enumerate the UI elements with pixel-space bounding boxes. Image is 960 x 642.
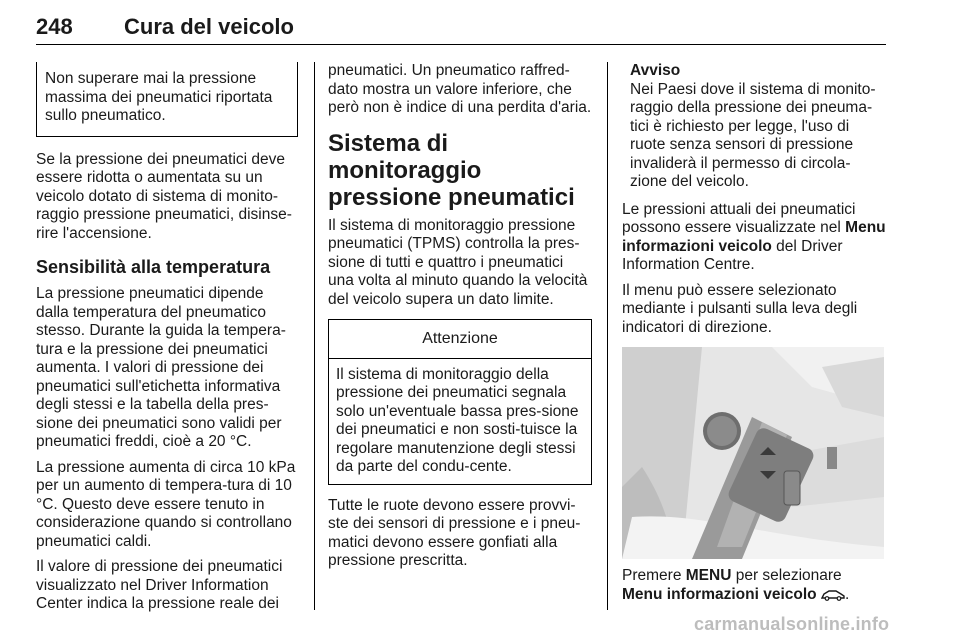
chapter-title: Cura del veicolo bbox=[124, 14, 294, 39]
menu-name: Menu informazioni veicolo bbox=[622, 219, 886, 255]
column-3 bbox=[622, 62, 886, 613]
menu-button-name: MENU bbox=[685, 567, 732, 584]
page-header bbox=[36, 14, 886, 48]
column-1 bbox=[36, 62, 298, 621]
notice-box bbox=[36, 62, 298, 137]
paragraph: Le pressioni attuali dei pneumatici possono essere visualizzate nel Menu informazioni veicolo del Driver Information Centre. bbox=[622, 200, 886, 273]
menu-name: Menu informazioni veicolo bbox=[622, 585, 817, 603]
paragraph: La pressione pneumatici dipende dalla temperatura del pneumatico stesso. Durante la guida la tempera-tura e la pressione dei pneumatici aumenta. I valori di pressione dei pneumatici sull'etichetta informativa degli stessi e la tabella della pres-sione dei pneumatici sono validi per pneumatici freddi, cioè a 20 °C. bbox=[36, 285, 286, 450]
paragraph: Il valore di pressione dei pneumatici visualizzato nel Driver Information Center indica la pressione reale dei bbox=[36, 558, 283, 612]
section-heading: Sensibilità alla temperatura bbox=[36, 257, 271, 277]
page-number: 248 bbox=[36, 14, 73, 39]
paragraph: Se la pressione dei pneumatici deve essere ridotta o aumentata su un veicolo dotato di sistema di monito-raggio pressione pneumatici, disinse-rire l'accensione. bbox=[36, 150, 292, 242]
paragraph: Premere MENU per selezionare Menu informazioni veicolo . bbox=[622, 567, 886, 606]
paragraph: Il menu può essere selezionato mediante i pulsanti sulla leva degli indicatori di direzione. bbox=[622, 281, 858, 336]
note-title: Avviso bbox=[630, 62, 681, 79]
car-icon bbox=[821, 588, 845, 607]
watermark: carmanualsonline.info bbox=[694, 614, 890, 634]
note-text: Nei Paesi dove il sistema di monito-raggio della pressione dei pneuma-tici è richiesto per legge, l'uso di ruote senza sensori di pressione invaliderà il permesso di circola-zione del veicolo. bbox=[630, 80, 876, 190]
column-divider bbox=[607, 62, 608, 610]
note-block bbox=[622, 62, 886, 192]
column-2 bbox=[328, 62, 592, 578]
turn-signal-lever-illustration bbox=[622, 347, 884, 559]
caution-text: Il sistema di monitoraggio della pressione dei pneumatici segnala solo un'eventuale bassa pres-sione dei pneumatici e non sosti-tuisce la regolare manutenzione degli stessi da parte del condu-cente. bbox=[336, 365, 579, 475]
chapter-heading: Sistema di monitoraggio pressione pneumatici bbox=[328, 129, 575, 211]
paragraph: Tutte le ruote devono essere provvi-ste dei sensori di pressione e i pneu-matici devono essere gonfiati alla pressione prescritta. bbox=[328, 496, 581, 569]
notice-text: Non superare mai la pressione massima dei pneumatici riportata sullo pneumatico. bbox=[45, 70, 273, 124]
paragraph: Il sistema di monitoraggio pressione pneumatici (TPMS) controlla la pres-sione di tutti e quattro i pneumatici una volta al minuto quando la velocità del veicolo supera un dato limite. bbox=[328, 216, 588, 308]
caution-title: Attenzione bbox=[329, 320, 591, 359]
column-divider bbox=[314, 62, 315, 610]
paragraph: pneumatici. Un pneumatico raffred-dato mostra un valore inferiore, che però non è indice di una perdita d'aria. bbox=[328, 62, 592, 116]
header-rule bbox=[36, 44, 886, 45]
caution-box bbox=[328, 319, 592, 485]
paragraph: La pressione aumenta di circa 10 kPa per un aumento di tempera-tura di 10 °C. Questo deve essere tenuto in considerazione quando si controllano pneumatici caldi. bbox=[36, 458, 296, 550]
